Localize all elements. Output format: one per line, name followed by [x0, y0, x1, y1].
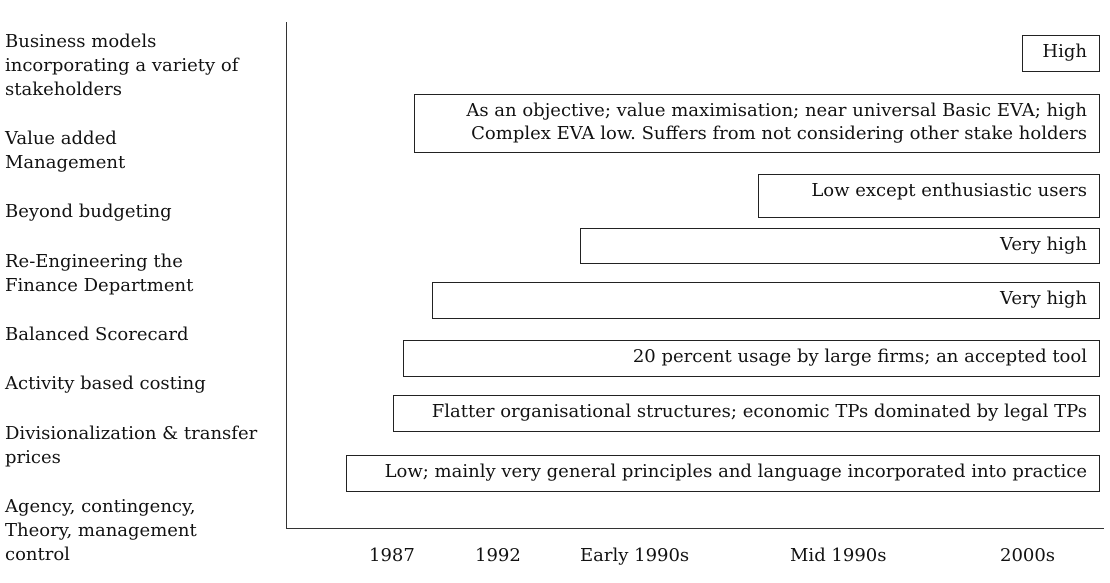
row-label-value-added-management: Value added Management: [5, 128, 126, 173]
row-label-activity-based-costing: Activity based costing: [5, 373, 206, 394]
bar-business-models: High: [1022, 35, 1100, 72]
bar-re-engineering: Very high: [580, 228, 1100, 264]
row-label-re-engineering: Re-Engineering the Finance Department: [5, 251, 194, 296]
timeline-horizontal-axis: [286, 528, 1104, 529]
row-label-divisionalization: Divisionalization & transfer prices: [5, 423, 258, 468]
axis-tick-1987: 1987: [369, 545, 415, 566]
row-label-business-models: Business models incorporating a variety of stakeholders: [5, 31, 239, 100]
bar-value-added-management: As an objective; value maximisation; near universal Basic EVA; high Complex EVA low. Suffers from not considering other stake holders: [414, 94, 1100, 153]
row-label-agency-contingency: Agency, contingency, Theory, management control: [5, 496, 197, 565]
bar-activity-based-costing: 20 percent usage by large firms; an accepted tool: [403, 340, 1100, 377]
bar-agency-contingency: Low; mainly very general principles and language incorporated into practice: [346, 455, 1100, 492]
bar-beyond-budgeting: Low except enthusiastic users: [758, 174, 1100, 218]
axis-tick-early-1990s: Early 1990s: [580, 545, 690, 566]
timeline-vertical-axis: [286, 22, 287, 529]
bar-balanced-scorecard: Very high: [432, 282, 1100, 319]
row-label-beyond-budgeting: Beyond budgeting: [5, 201, 172, 222]
axis-tick-mid-1990s: Mid 1990s: [790, 545, 887, 566]
axis-tick-2000s: 2000s: [1000, 545, 1056, 566]
bar-divisionalization: Flatter organisational structures; economic TPs dominated by legal TPs: [393, 395, 1100, 432]
row-label-balanced-scorecard: Balanced Scorecard: [5, 324, 189, 345]
axis-tick-1992: 1992: [475, 545, 521, 566]
